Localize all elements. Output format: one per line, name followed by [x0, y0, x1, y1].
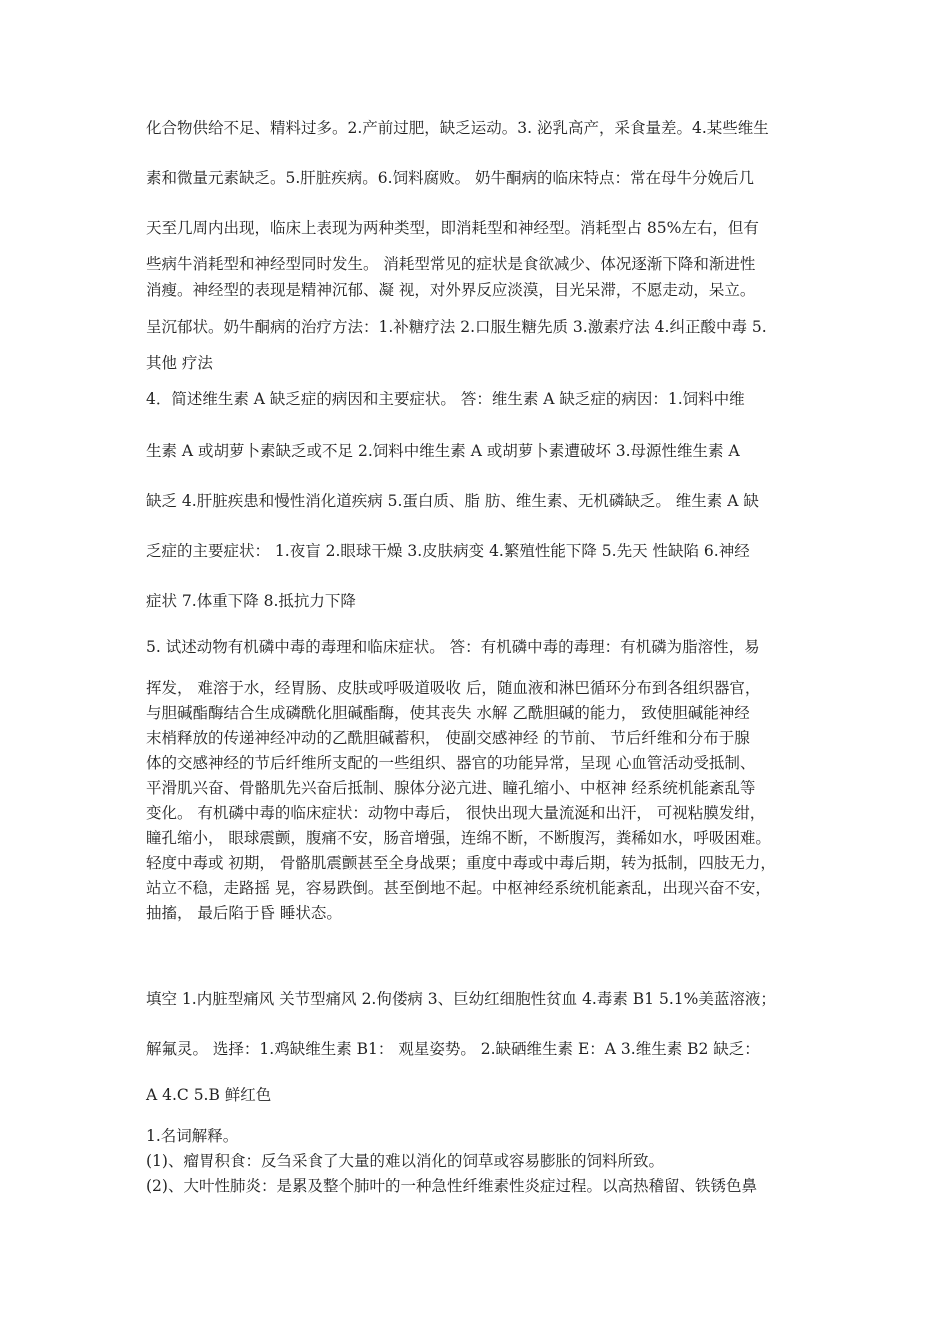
text-line: 末梢释放的传递神经冲动的乙酰胆碱蓄积， 使副交感神经 的节前、 节后纤维和分布于腺: [146, 729, 750, 747]
text-line: 乏症的主要症状： 1.夜盲 2.眼球干燥 3.皮肤病变 4.繁殖性能下降 5.先天 性缺陷 6.神经: [146, 542, 750, 560]
text-line: 天至几周内出现，临床上表现为两种类型，即消耗型和神经型。消耗型占 85%左右，但有: [146, 219, 759, 237]
text-line: 变化。 有机磷中毒的临床症状：动物中毒后， 很快出现大量流涎和出汗， 可视粘膜发绀，: [146, 804, 766, 822]
text-line: 5. 试述动物有机磷中毒的毒理和临床症状。 答：有机磷中毒的毒理：有机磷为脂溶性，易: [146, 638, 760, 656]
text-line: 体的交感神经的节后纤维所支配的一些组织、器官的功能异常，呈现 心血管活动受抵制、: [146, 754, 756, 772]
text-line: 挥发， 难溶于水，经胃肠、皮肤或呼吸道吸收 后，随血液和淋巴循环分布到各组织器官，: [146, 679, 761, 697]
text-line: 其他 疗法: [146, 354, 213, 372]
text-line: 瞳孔缩小， 眼球震颤，腹痛不安，肠音增强，连绵不断，不断腹泻，粪稀如水，呼吸困难。: [146, 829, 771, 847]
text-line: 站立不稳，走路摇 晃，容易跌倒。甚至倒地不起。中枢神经系统机能紊乱，出现兴奋不安，: [146, 879, 771, 897]
text-line: 填空 1.内脏型痛风 关节型痛风 2.佝偻病 3、巨幼红细胞性贫血 4.毒素 B1 5.1%美蓝溶液；: [146, 990, 776, 1008]
text-line: 呈沉郁状。奶牛酮病的治疗方法：1.补糖疗法 2.口服生糖先质 3.激素疗法 4.纠正酸中毒 5.: [146, 318, 767, 336]
text-line: 生素 A 或胡萝卜素缺乏或不足 2.饲料中维生素 A 或胡萝卜素遭破坏 3.母源性维生素 A: [146, 442, 740, 460]
text-line: 些病牛消耗型和神经型同时发生。 消耗型常见的症状是食欲减少、体况逐渐下降和渐进性: [146, 255, 756, 273]
text-line: 消瘦。神经型的表现是精神沉郁、凝 视，对外界反应淡漠，目光呆滞，不愿走动，呆立。: [146, 281, 756, 299]
text-line: 抽搐， 最后陷于昏 睡状态。: [146, 904, 342, 922]
text-line: 1.名词解释。: [146, 1127, 239, 1145]
text-line: 症状 7.体重下降 8.抵抗力下降: [146, 592, 356, 610]
text-line: 4．简述维生素 A 缺乏症的病因和主要症状。 答：维生素 A 缺乏症的病因：1.饲料中维: [146, 390, 745, 408]
text-line: (1)、瘤胃积食：反刍采食了大量的难以消化的饲草或容易膨胀的饲料所致。: [146, 1152, 664, 1170]
text-line: (2)、大叶性肺炎：是累及整个肺叶的一种急性纤维素性炎症过程。以高热稽留、铁锈色鼻: [146, 1177, 757, 1195]
text-line: 素和微量元素缺乏。5.肝脏疾病。6.饲料腐败。 奶牛酮病的临床特点：常在母牛分娩后几: [146, 169, 755, 187]
text-line: 缺乏 4.肝脏疾患和慢性消化道疾病 5.蛋白质、脂 肪、维生素、无机磷缺乏。 维生素 A 缺: [146, 492, 759, 510]
text-line: 解氟灵。 选择：1.鸡缺维生素 B1： 观星姿势。 2.缺硒维生素 E：A 3.维生素 B2 缺乏：: [146, 1040, 760, 1058]
text-line: 轻度中毒或 初期， 骨骼肌震颤甚至全身战栗；重度中毒或中毒后期，转为抵制，四肢无力，: [146, 854, 776, 872]
text-line: 化合物供给不足、精料过多。2.产前过肥，缺乏运动。3. 泌乳高产，采食量差。4.某些维生: [146, 119, 769, 137]
text-line: A 4.C 5.B 鲜红色: [146, 1086, 272, 1104]
text-line: 与胆碱酯酶结合生成磷酰化胆碱酯酶，使其丧失 水解 乙酰胆碱的能力， 致使胆碱能神经: [146, 704, 750, 722]
text-line: 平滑肌兴奋、骨骼肌先兴奋后抵制、腺体分泌亢进、瞳孔缩小、中枢神 经系统机能紊乱等: [146, 779, 756, 797]
